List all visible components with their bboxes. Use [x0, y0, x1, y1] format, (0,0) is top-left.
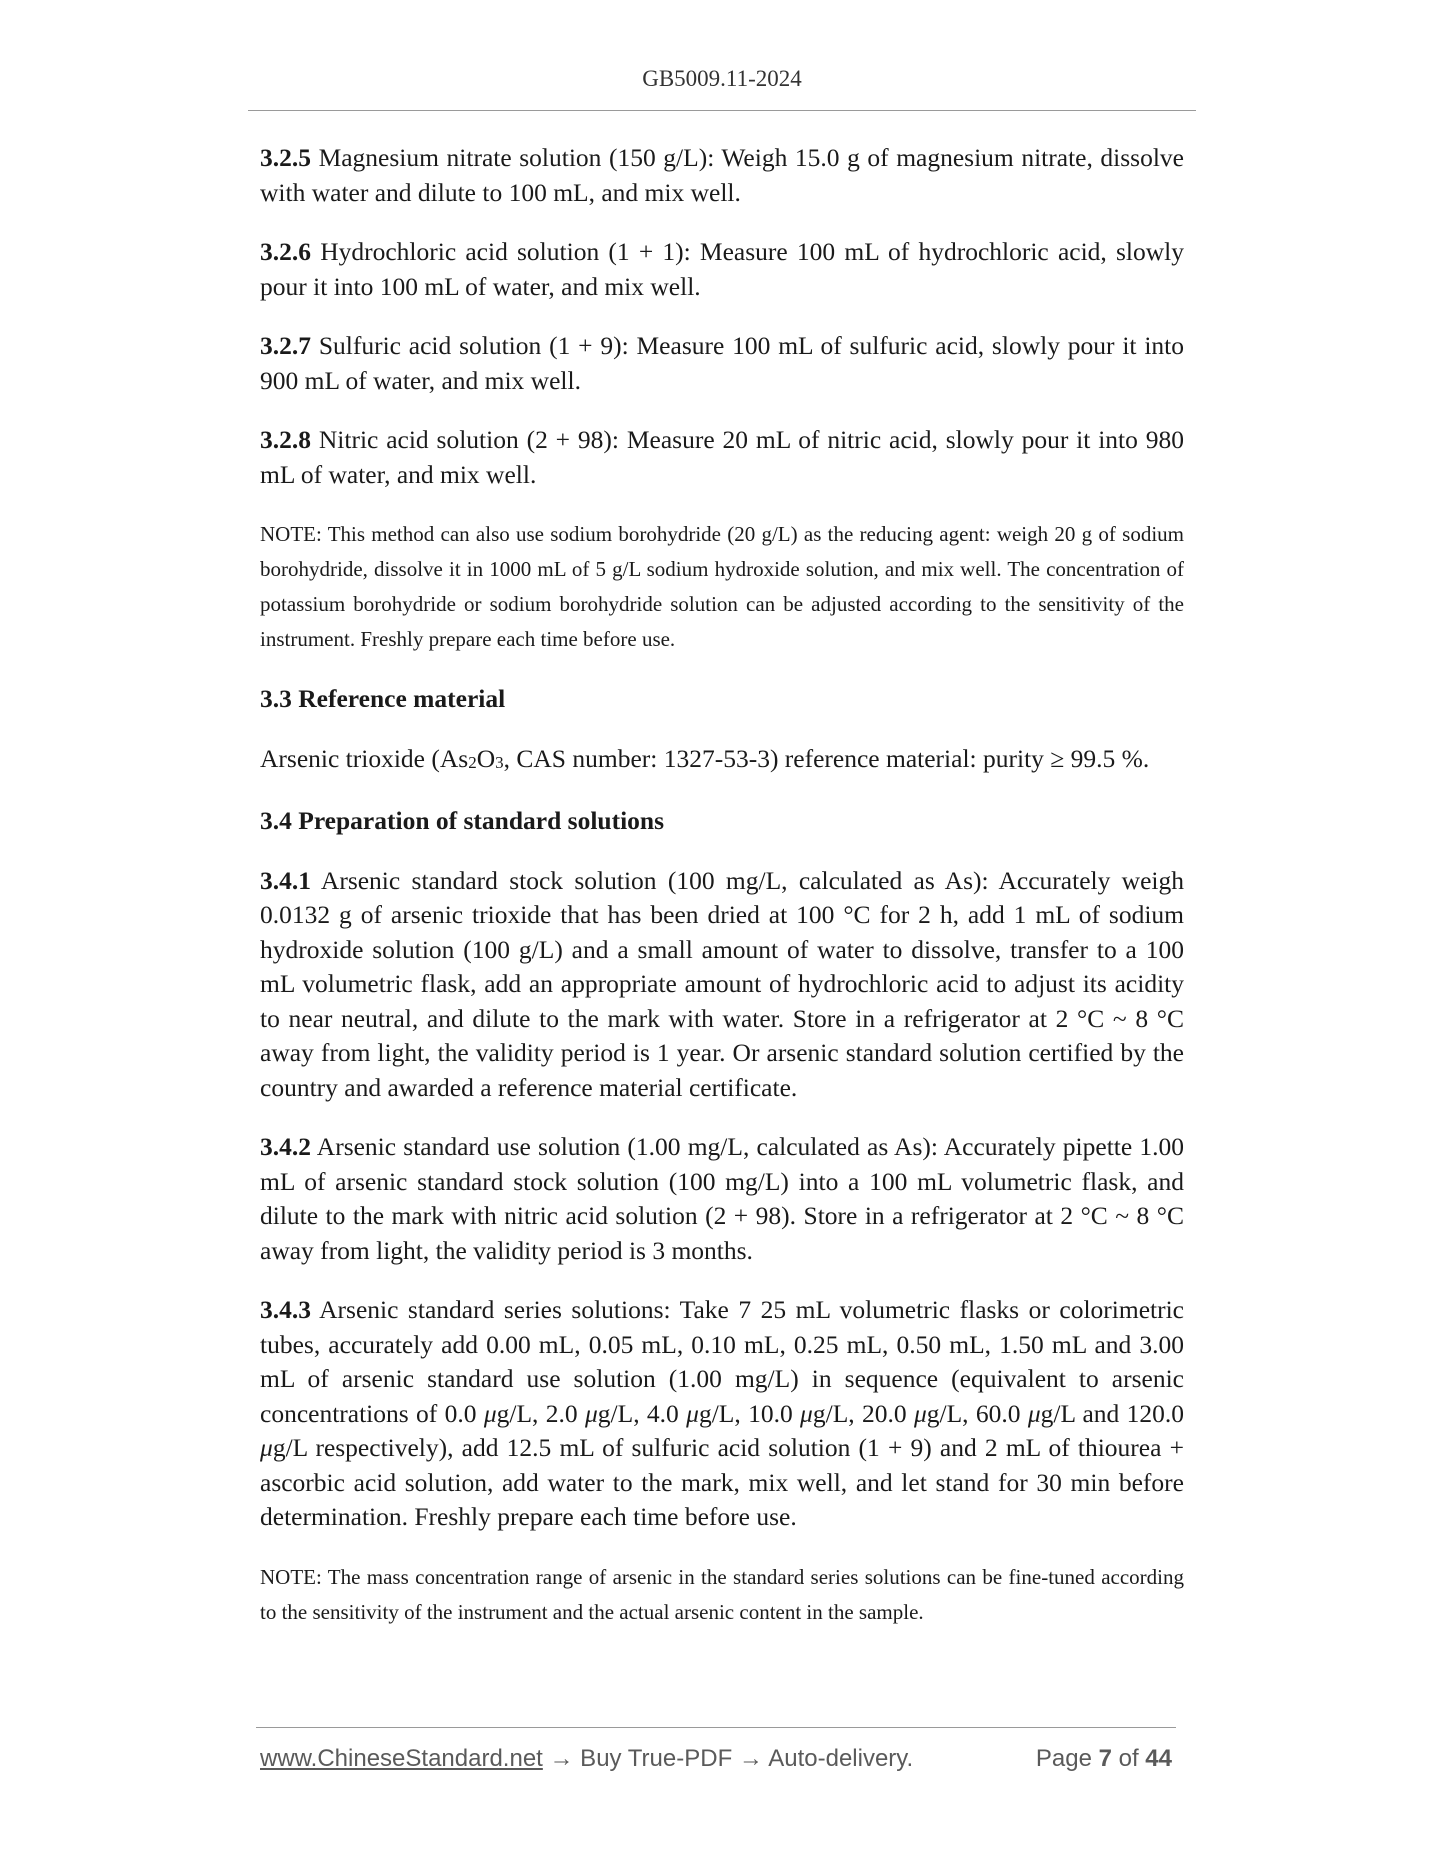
micro-symbol: μ — [686, 1398, 699, 1428]
current-page: 7 — [1098, 1745, 1112, 1772]
chinesestandard-link[interactable]: www.ChineseStandard.net — [260, 1745, 543, 1772]
buy-text: Buy True-PDF — [573, 1745, 739, 1772]
clause-3-4-1 — [260, 864, 1184, 1106]
micro-symbol: μ — [483, 1398, 497, 1428]
clause-text-8: g/L respectively), add 12.5 mL of sulfuric acid solution (1 + 9) and 2 mL of thiourea + ascorbic acid solution, add water to the mark, mix well, and let stand for 30 min before determination. Freshly prepare each time before use. — [260, 1433, 1184, 1531]
total-pages: 44 — [1145, 1745, 1172, 1772]
footer-divider — [256, 1727, 1176, 1728]
page-label: Page — [1035, 1745, 1099, 1772]
clause-number: 3.4.3 — [260, 1295, 311, 1324]
clause-text: Arsenic standard use solution (1.00 mg/L, calculated as As): Accurately pipette 1.00 mL of arsenic standard stock solution (100 mg/L) into a 100 mL volumetric flask, and dilute to the mark with nitric acid solution (2 + 98). Store in a refrigerator at 2 °C ~ 8 °C away from light, the validity period is 3 months. — [260, 1132, 1184, 1265]
subscript-3: 3 — [495, 752, 504, 772]
micro-symbol: μ — [913, 1398, 927, 1428]
clause-3-2-7 — [260, 329, 1184, 398]
header-divider — [248, 110, 1196, 111]
footer-promo — [260, 1745, 913, 1773]
clause-text-7: g/L and 120.0 — [1040, 1398, 1185, 1428]
clause-number: 3.2.6 — [260, 237, 311, 266]
document-body — [260, 141, 1184, 1655]
clause-text: Magnesium nitrate solution (150 g/L): Weigh 15.0 g of magnesium nitrate, dissolve with water and dilute to 100 mL, and mix well. — [260, 143, 1184, 207]
clause-text-2: g/L, 2.0 — [496, 1398, 585, 1428]
micro-symbol: μ — [260, 1433, 273, 1462]
clause-number: 3.2.8 — [260, 425, 311, 454]
ref-part-3: , CAS number: 1327-53-3) reference material: purity ≥ 99.5 %. — [503, 743, 1150, 773]
clause-text-4: g/L, 10.0 — [698, 1398, 801, 1428]
ref-part-1: Arsenic trioxide (As — [260, 743, 469, 773]
document-header: GB5009.11-2024 — [642, 66, 802, 91]
clause-number: 3.4.2 — [260, 1132, 311, 1161]
note-concentration-range: NOTE: The mass concentration range of arsenic in the standard series solutions can be fine-tuned according to the sensitivity of the instrument and the actual arsenic content in the sample. — [260, 1564, 1184, 1624]
clause-text-1: Arsenic standard series solutions: Take 7 25 mL volumetric flasks or colorimetric tubes, accurately add 0.00 mL, 0.05 mL, 0.10 mL, 0.25 mL, 0.50 mL, 1.50 mL and 3.00 mL of arsenic standard use solution (1.00 mg/L) in sequence (equivalent to arsenic concentrations of 0.0 — [260, 1295, 1184, 1428]
clause-3-2-5 — [260, 141, 1184, 210]
reference-material-text — [260, 742, 1184, 780]
note-reducing-agent: NOTE: This method can also use sodium borohydride (20 g/L) as the reducing agent: weigh 20 g of sodium borohydride, dissolve it in 1000 mL of 5 g/L sodium hydroxide solution, and mix well. The concentration of potassium borohydride or sodium borohydride solution can be adjusted according to the sensitivity of the instrument. Freshly prepare each time before use. — [260, 522, 1184, 651]
micro-symbol: μ — [800, 1398, 813, 1428]
of-label: of — [1111, 1745, 1146, 1772]
page-number — [1036, 1745, 1172, 1773]
micro-symbol: μ — [1027, 1398, 1041, 1428]
clause-number: 3.4.1 — [260, 865, 311, 895]
micro-symbol: μ — [584, 1398, 598, 1428]
clause-3-2-8 — [260, 423, 1184, 492]
clause-text: Hydrochloric acid solution (1 + 1): Measure 100 mL of hydrochloric acid, slowly pour it into 100 mL of water, and mix well. — [260, 237, 1184, 301]
clause-3-4-2 — [260, 1130, 1184, 1268]
clause-text: Nitric acid solution (2 + 98): Measure 20 mL of nitric acid, slowly pour it into 980 mL of water, and mix well. — [260, 425, 1184, 489]
clause-number: 3.2.7 — [260, 331, 311, 360]
auto-delivery-text: Auto-delivery. — [762, 1745, 914, 1772]
arrow-right-icon: → — [738, 1745, 763, 1772]
clause-3-4-3 — [260, 1293, 1184, 1535]
heading-3-3: 3.3 Reference material — [260, 684, 506, 713]
clause-text: Sulfuric acid solution (1 + 9): Measure 100 mL of sulfuric acid, slowly pour it into 900 mL of water, and mix well. — [260, 331, 1184, 395]
clause-text-6: g/L, 60.0 — [926, 1398, 1028, 1428]
clause-text: Arsenic standard stock solution (100 mg/L, calculated as As): Accurately weigh 0.0132 g of arsenic trioxide that has been dried at 100 °C for 2 h, add 1 mL of sodium hydroxide solution (100 g/L) and a small amount of water to dissolve, transfer to a 100 mL volumetric flask, add an appropriate amount of hydrochloric acid to adjust its acidity to near neutral, and dilute to the mark with water. Store in a refrigerator at 2 °C ~ 8 °C away from light, the validity period is 1 year. Or arsenic standard solution certified by the country and awarded a reference material certificate. — [260, 865, 1184, 1102]
clause-number: 3.2.5 — [260, 143, 311, 172]
subscript-2: 2 — [468, 752, 477, 772]
clause-3-2-6 — [260, 235, 1184, 304]
ref-part-2: O — [476, 743, 496, 773]
heading-3-4: 3.4 Preparation of standard solutions — [260, 806, 665, 835]
clause-text-3: g/L, 4.0 — [597, 1398, 687, 1428]
arrow-right-icon: → — [549, 1745, 574, 1772]
clause-text-5: g/L, 20.0 — [812, 1398, 914, 1428]
